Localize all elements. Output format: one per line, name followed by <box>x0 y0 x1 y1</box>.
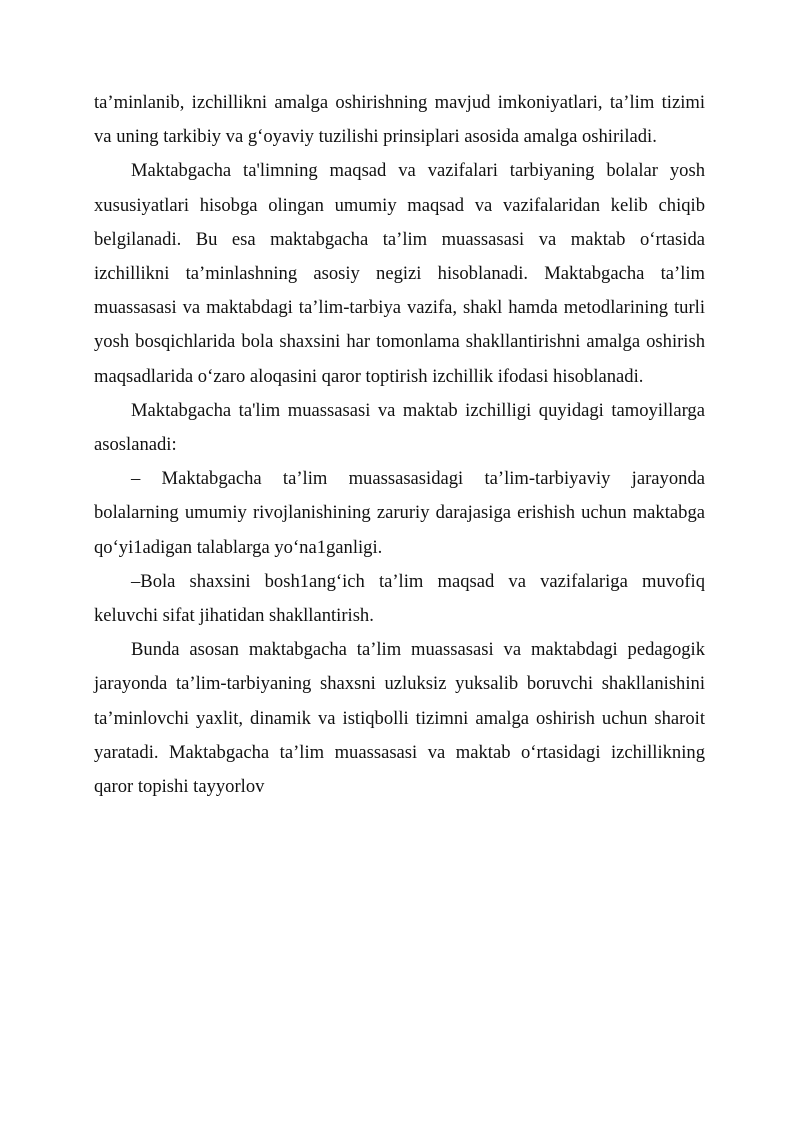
paragraph-principles-intro: Maktabgacha ta'lim muassasasi va maktab izchilligi quyidagi tamoyillarga asoslanadi: <box>94 399 705 456</box>
document-page <box>94 86 705 804</box>
list-item-principle-1: – Maktabgacha ta’lim muassasasidagi ta’lim-tarbiyaviy jarayonda bolalarning umumiy rivojlanishining zaruriy darajasiga erishish uchun maktabga qo‘yi1adigan talablarga yo‘na1ganligi. <box>94 468 705 558</box>
paragraph-continuation: ta’minlanib, izchillikni amalga oshirishning mavjud imkoniyatlari, ta’lim tizimi va uning tarkibiy va g‘oyaviy tuzilishi prinsiplari asosida amalga oshiriladi. <box>94 92 705 148</box>
list-item-principle-2: –Bola shaxsini bosh1ang‘ich ta’lim maqsad va vazifalariga muvofiq keluvchi sifat jihatidan shakllantirish. <box>94 570 705 627</box>
paragraph-goals: Maktabgacha ta'limning maqsad va vazifalari tarbiyaning bolalar yosh xususiyatlari hisobga olingan umumiy maqsad va vazifalaridan kelib chiqib belgilanadi. Bu esa maktabgacha ta’lim muassasasi va maktab o‘rtasida izchillikni ta’minlashning asosiy negizi hisoblanadi. Maktabgacha ta’lim muassasasi va maktabdagi ta’lim-tarbiya vazifa, shakl hamda metodlarining turli yosh bosqichlarida bola shaxsini har tomonlama shakllantirishni amalga oshirish maqsadlarida o‘zaro aloqasini qaror toptirish izchillik ifodasi hisoblanadi. <box>94 160 705 387</box>
paragraph-pedagogical-process: Bunda asosan maktabgacha ta’lim muassasasi va maktabdagi pedagogik jarayonda ta’lim-tarbiyaning shaxsni uzluksiz yuksalib boruvchi shakllanishini ta’minlovchi yaxlit, dinamik va istiqbolli tizimni amalga oshirish uchun sharoit yaratadi. Maktabgacha ta’lim muassasasi va maktab o‘rtasidagi izchillikning qaror topishi tayyorlov <box>94 639 705 798</box>
